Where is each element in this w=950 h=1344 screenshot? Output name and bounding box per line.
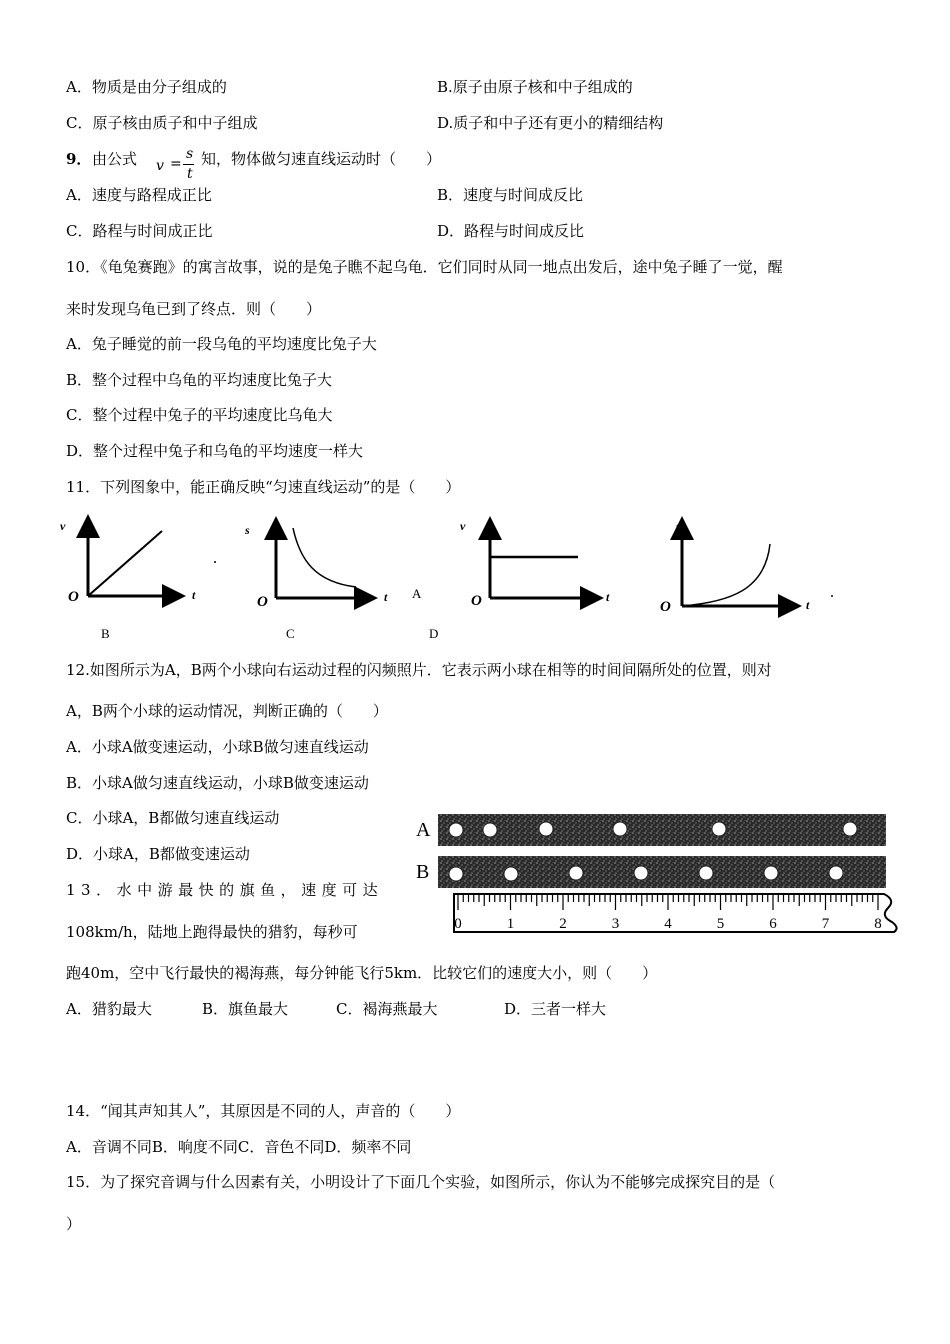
q9-formula: [152, 146, 200, 186]
ruler-number: 5: [716, 916, 725, 932]
graph4-y-label: s: [676, 519, 681, 533]
graph1-y-label: v: [60, 519, 66, 533]
graph-label-b: B: [101, 626, 110, 641]
graph3-y-label: v: [460, 519, 466, 533]
q13-stem-line2: 108km/h，陆地上跑得最快的猎豹，每秒可: [66, 923, 358, 941]
ruler-number: 0: [454, 916, 462, 932]
q8-option-d: D.质子和中子还有更小的精细结构: [437, 114, 664, 132]
graph-b-v-t-rising: [60, 519, 196, 605]
q11-graphs: [0, 510, 950, 625]
graph2-x-label: t: [384, 590, 388, 604]
q13-option-a: A．猎豹最大: [66, 1000, 152, 1018]
q15-stem-line2: ）: [66, 1215, 82, 1233]
ruler: [454, 894, 897, 932]
strip-a: [438, 814, 886, 846]
q12-stem-line2: A，B两个小球的运动情况，判断正确的（ ）: [66, 702, 388, 720]
stray-dot: [831, 595, 833, 597]
graph4-origin-label: O: [660, 599, 671, 615]
q9-option-d: D．路程与时间成反比: [437, 222, 585, 240]
graph-d-v-t-constant: [460, 519, 610, 609]
q8-option-b: B.原子由原子核和中子组成的: [437, 78, 633, 96]
q10-option-a: A．兔子睡觉的前一段乌龟的平均速度比兔子大: [66, 335, 377, 353]
q12-option-d: D．小球A，B都做变速运动: [66, 845, 250, 863]
q14-stem: 14．“闻其声知其人”，其原因是不同的人，声音的（ ）: [66, 1102, 461, 1120]
q15-stem-line1: 15．为了探究音调与什么因素有关，小明设计了下面几个实验，如图所示，你认为不能够完成探究目的是（: [66, 1173, 776, 1191]
q9-option-a: A．速度与路程成正比: [66, 186, 212, 204]
formula-v: v: [156, 158, 164, 174]
formula-denominator: t: [187, 166, 193, 182]
q13-option-c: C．褐海燕最大: [336, 1000, 438, 1018]
ruler-number: 3: [611, 916, 620, 932]
q12-option-c: C．小球A，B都做匀速直线运动: [66, 809, 280, 827]
q8-option-a: A．物质是由分子组成的: [66, 78, 227, 96]
q13-option-d: D．三者一样大: [504, 1000, 607, 1018]
strip-b-label: B: [416, 861, 430, 883]
q9-option-c: C．路程与时间成正比: [66, 222, 213, 240]
q12-stem-line1: 12.如图所示为A，B两个小球向右运动过程的闪频照片．它表示两小球在相等的时间间隔所处的位置，则对: [66, 661, 772, 679]
q10-option-c: C．整个过程中兔子的平均速度比乌龟大: [66, 406, 333, 424]
q13-stem-line1: 13．水中游最快的旗鱼，速度可达: [66, 881, 384, 899]
formula-equals: =: [170, 156, 182, 172]
q11-stem: 11．下列图象中，能正确反映“匀速直线运动”的是（ ）: [66, 478, 461, 496]
q12-option-a: A．小球A做变速运动，小球B做匀速直线运动: [66, 738, 369, 756]
ruler-number: 8: [874, 916, 882, 932]
ruler-number: 6: [769, 916, 777, 932]
graph1-x-label: t: [192, 588, 196, 602]
q8-option-c: C．原子核由质子和中子组成: [66, 114, 258, 132]
graph-label-a: A: [412, 586, 422, 601]
ruler-number: 4: [664, 916, 672, 932]
q10-stem-line1: 10．《龟兔赛跑》的寓言故事，说的是兔子瞧不起乌龟．它们同时从同一地点出发后，途中兔子睡了一觉，醒: [66, 258, 783, 276]
graph2-y-label: s: [245, 523, 250, 537]
q10-option-b: B．整个过程中乌龟的平均速度比兔子大: [66, 371, 333, 389]
formula-fraction-bar: [183, 164, 194, 165]
strip-a-label: A: [416, 819, 431, 841]
graph4-x-label: t: [806, 598, 810, 612]
graph3-x-label: t: [606, 590, 610, 604]
q9-stem-suffix: 知，物体做匀速直线运动时（ ）: [201, 150, 442, 168]
ruler-number: 2: [559, 916, 567, 932]
q13-stem-line3: 跑40m，空中飞行最快的褐海燕，每分钟能飞行5km．比较它们的速度大小，则（ ）: [66, 964, 658, 982]
stray-dot: [214, 561, 216, 563]
flash-photo-figure: [410, 808, 905, 938]
ruler-number: 1: [506, 916, 515, 932]
q10-stem-line2: 来时发现乌龟已到了终点．则（ ）: [66, 300, 322, 318]
q9-option-b: B．速度与时间成反比: [437, 186, 584, 204]
graph-s-t-increasing: [660, 519, 810, 615]
ruler-number: 7: [821, 916, 830, 932]
graph1-origin-label: O: [68, 589, 79, 605]
q14-options: A．音调不同B．响度不同C．音色不同D．频率不同: [66, 1138, 412, 1156]
formula-numerator: s: [186, 146, 194, 162]
q9-stem-prefix: 由公式: [92, 150, 138, 168]
graph2-origin-label: O: [257, 594, 268, 610]
graph-label-d: D: [429, 626, 439, 641]
graph-c-s-t-decreasing: [244, 522, 388, 610]
graph3-origin-label: O: [471, 593, 482, 609]
q13-option-b: B．旗鱼最大: [202, 1000, 289, 1018]
q9-number: 9．: [66, 150, 92, 168]
graph-label-c: C: [286, 626, 295, 641]
q12-option-b: B．小球A做匀速直线运动，小球B做变速运动: [66, 774, 369, 792]
q10-option-d: D．整个过程中兔子和乌龟的平均速度一样大: [66, 442, 364, 460]
